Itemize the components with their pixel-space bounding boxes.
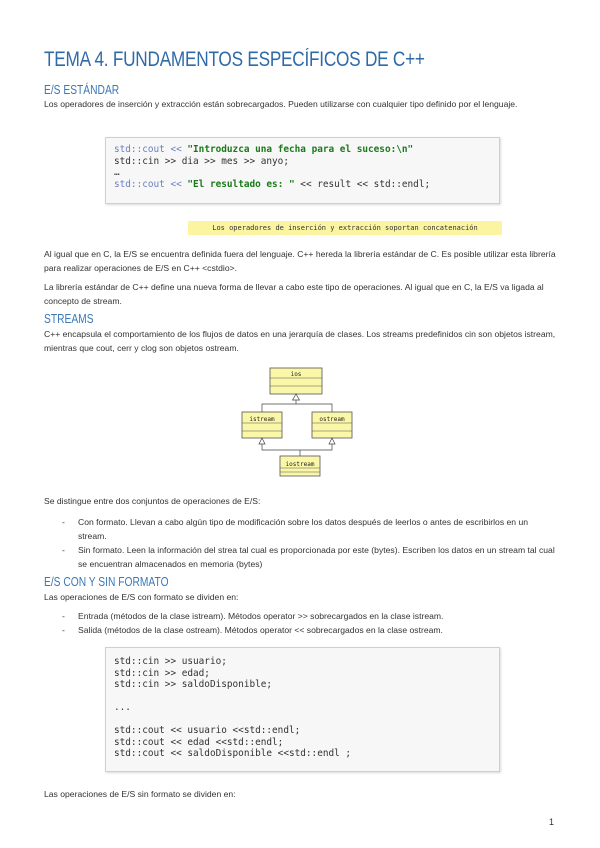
streams-list (62, 515, 556, 571)
code-line (114, 714, 491, 726)
uml-label-iostream: iostream (285, 461, 315, 468)
code-block-es-formato (105, 647, 500, 772)
code-line (114, 691, 491, 703)
code-line: ... (114, 702, 131, 713)
code-string: "Introduzca una fecha para el suceso:\n" (187, 144, 414, 155)
code-line: std::cout << usuario <<std::endl; (114, 725, 301, 736)
uml-class-ios (270, 368, 322, 394)
es-formato-list (62, 609, 556, 637)
streams-para: Se distingue entre dos conjuntos de operaciones de E/S: (44, 496, 261, 506)
code-rest: << result << std::endl; (300, 178, 431, 190)
code-line: std::cin >> edad; (114, 667, 210, 679)
code-line: std::cin >> usuario; (114, 656, 227, 667)
es-formato-intro: Las operaciones de E/S con formato se dividen en: (44, 592, 239, 602)
uml-class-iostream (280, 456, 320, 476)
es-estandar-para1: Al igual que en C, la E/S se encuentra definida fuera del lenguaje. C++ hereda la librería estándar de C. Es posible utilizar esta librería para realizar operaciones de E/S en C++ <cstdio>. (44, 249, 556, 273)
code-line: … (114, 167, 120, 178)
uml-class-istream (242, 412, 282, 438)
uml-label-ios: ios (290, 371, 302, 378)
section-heading-es-estandar: E/S ESTÁNDAR (44, 83, 120, 97)
uml-class-ostream (312, 412, 352, 438)
section-heading-streams: STREAMS (44, 312, 94, 326)
note-highlight: Los operadores de inserción y extracción soportan concatenación (188, 221, 502, 235)
es-estandar-intro: Los operadores de inserción y extracción están sobrecargados. Pueden utilizarse con cualquier tipo definido por el lenguaje. (44, 99, 518, 109)
code-line: std::cout << "El resultado es: " << result << std::endl; (114, 178, 431, 190)
list-item: - Con formato. Llevan a cabo algún tipo de modificación sobre los datos después de leerlos o antes de escribirlos en un stream. (62, 515, 556, 543)
code-block-es-estandar (105, 137, 500, 204)
uml-label-ostream: ostream (319, 416, 345, 423)
code-line: std::cin >> saldoDisponible; (114, 679, 273, 690)
list-item: - Entrada (métodos de la clase istream). Métodos operator >> sobrecargados en la clase istream. (62, 609, 556, 623)
code-line: std::cin >> dia >> mes >> anyo; (114, 155, 289, 167)
code-string: "El resultado es: " (187, 178, 295, 190)
code-line: std::cout << saldoDisponible <<std::endl ; (114, 748, 352, 759)
streams-intro: C++ encapsula el comportamiento de los flujos de datos en una jerarquía de clases. Los streams predefinidos cin son objetos istream, mientras que cout, cerr y clog son objetos ostream. (44, 329, 556, 353)
class-hierarchy-diagram (238, 364, 358, 478)
page-title: TEMA 4. FUNDAMENTOS ESPECÍFICOS DE C++ (44, 48, 425, 71)
es-estandar-para2: La librería estándar de C++ define una nueva forma de llevar a cabo este tipo de operaciones. Al igual que en C, la E/S va ligada al concepto de stream. (44, 282, 544, 306)
list-item: - Salida (métodos de la clase ostream). Métodos operator << sobrecargados en la clase ostream. (62, 623, 556, 637)
es-formato-outro: Las operaciones de E/S sin formato se dividen en: (44, 789, 236, 799)
code-line: std::cout << edad <<std::endl; (114, 736, 284, 748)
section-heading-es-formato: E/S CON Y SIN FORMATO (44, 575, 169, 589)
page-number: 1 (549, 817, 555, 827)
code-line: std::cout << "Introduzca una fecha para el suceso:\n" (114, 144, 414, 155)
list-item: - Sin formato. Leen la información del strea tal cual es proporcionada por este (bytes). Escriben los datos en un stream tal cual se encuentran almacenados en memoria (bytes) (62, 543, 556, 571)
uml-label-istream: istream (249, 416, 275, 423)
